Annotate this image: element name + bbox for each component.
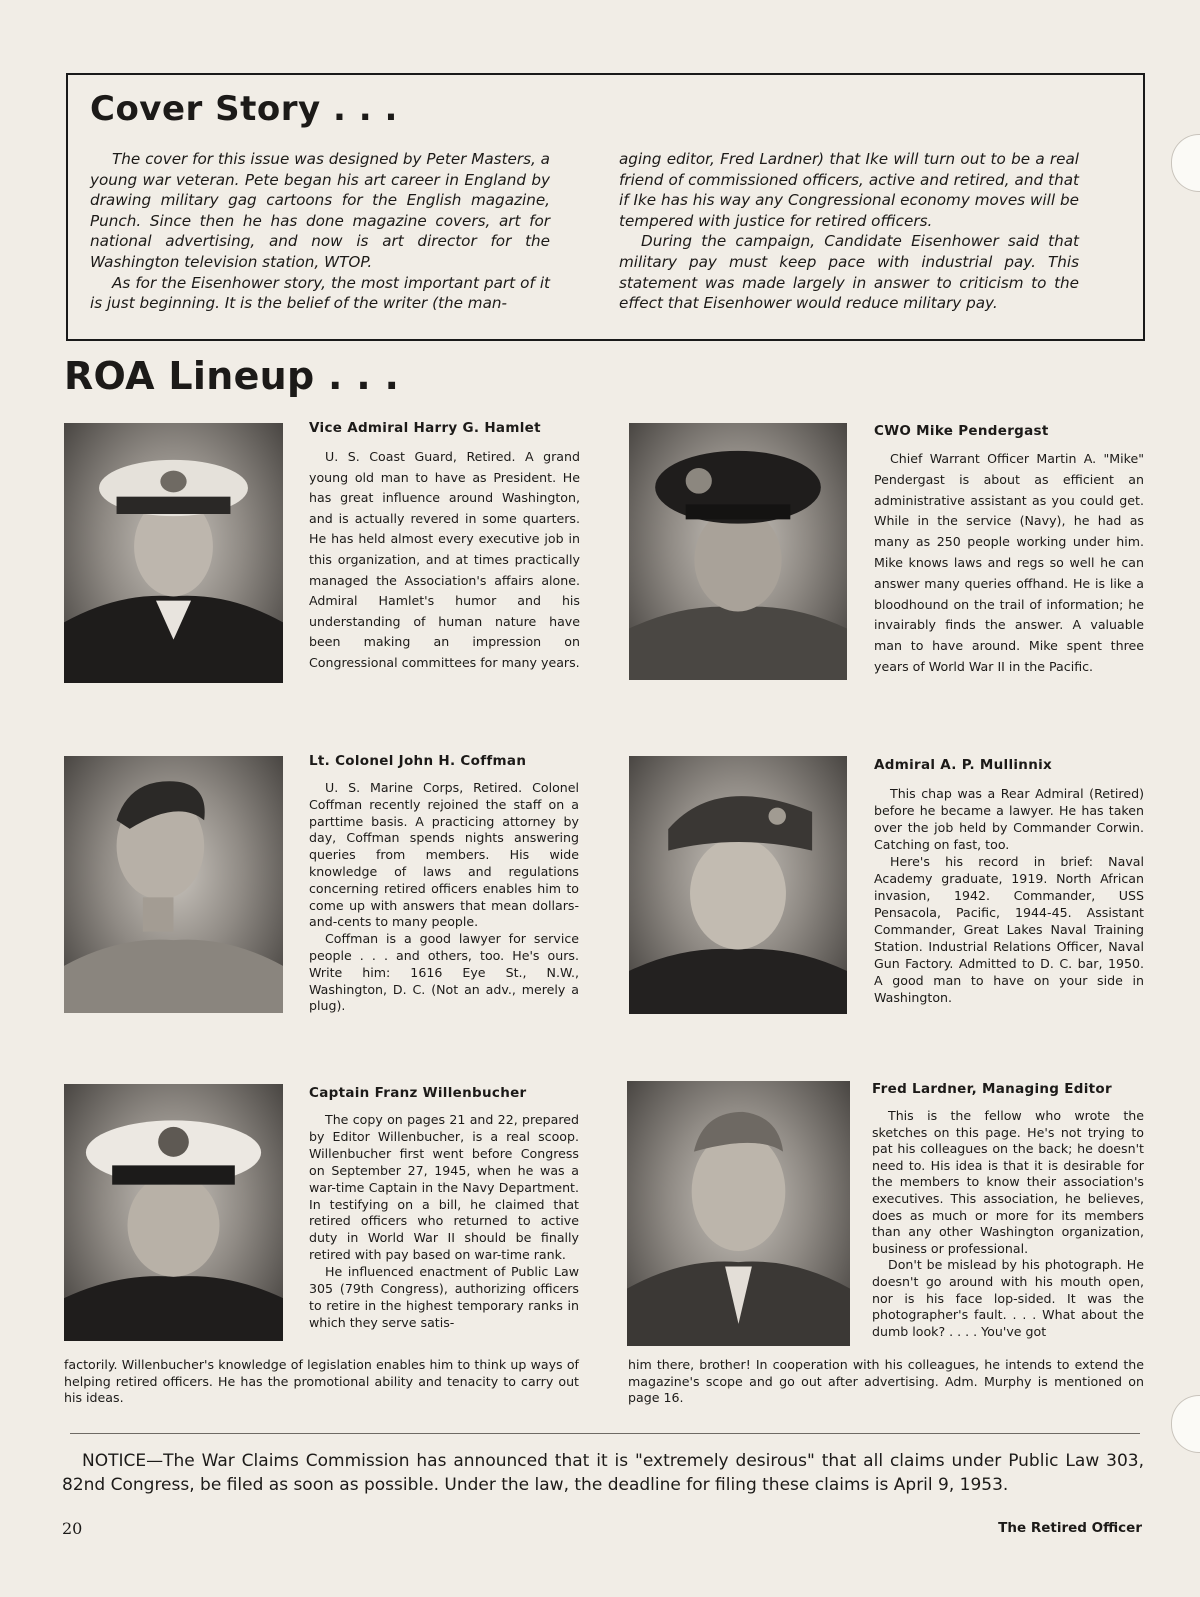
hamlet-name-heading: Vice Admiral Harry G. Hamlet <box>309 420 541 436</box>
lardner-bio-continuation <box>628 1357 1144 1407</box>
bio-paragraph: Don't be mislead by his photograph. He doesn't go around with his mouth open, nor is his face lop-sided. It was the photographer's fault. . . . What about the dumb look? . . . . You've got <box>872 1257 1144 1339</box>
bio-paragraph: him there, brother! In cooperation with his colleagues, he intends to extend the magazine's scope and go out after advertising. Adm. Murphy is mentioned on page 16. <box>628 1357 1144 1406</box>
coffman-name-heading: Lt. Colonel John H. Coffman <box>309 753 527 769</box>
binder-hole-bottom <box>1171 1395 1200 1453</box>
cover-story-paragraph: As for the Eisenhower story, the most important part of it is just beginning. It is the belief of the writer (the man- <box>90 273 550 313</box>
bio-paragraph: U. S. Marine Corps, Retired. Colonel Coffman recently rejoined the staff on a parttime basis. A practicing attorney by day, Coffman spends nights answering queries from members. His wide knowledge of laws and regulations concerning retired officers enables him to come up with answers that mean dollars-and-cents to many people. <box>309 780 579 930</box>
lardner-name-heading: Fred Lardner, Managing Editor <box>872 1081 1112 1097</box>
willenbucher-portrait-photo <box>64 1084 283 1341</box>
bio-paragraph: He influenced enactment of Public Law 305 (79th Congress), authorizing officers to retire in the highest temporary ranks in which they serve satis- <box>309 1264 579 1330</box>
cover-story-paragraph: aging editor, Fred Lardner) that Ike will turn out to be a real friend of commissioned officers, active and retired, and that if Ike has his way any Congressional economy moves will be tempered with justice for retired officers. <box>619 150 1079 230</box>
bio-paragraph: U. S. Coast Guard, Retired. A grand young old man to have as President. He has great influence around Washington, and is actually revered in some quarters. He has held almost every executive job in this organization, and at times practically managed the Association's affairs alone. Admiral Hamlet's humor and his understanding of human nature have been making an impression on Congressional committees for many years. <box>309 449 580 670</box>
cover-story-column-2 <box>619 149 1079 314</box>
cover-story-paragraph: The cover for this issue was designed by Peter Masters, a young war veteran. Pete began his art career in England by drawing military gag cartoons for the English magazine, Punch. Since then he has done magazine covers, art for national advertising, and now is art director for the Washington television station, WTOP. <box>90 150 550 271</box>
binder-hole-top <box>1171 134 1200 192</box>
magazine-name: The Retired Officer <box>998 1520 1142 1536</box>
hamlet-portrait-photo <box>64 423 283 683</box>
coffman-portrait-photo <box>64 756 283 1013</box>
coffman-bio-text <box>309 780 579 1015</box>
mullinnix-bio-text <box>874 785 1144 1006</box>
cover-story-box <box>66 73 1145 341</box>
bio-paragraph: Chief Warrant Officer Martin A. "Mike" Pendergast is about as efficient an administrative assistant as you could get. While in the service (Navy), he had as many as 250 people working under him. Mike knows laws and regs so well he can answer many queries offhand. He is like a bloodhound on the trail of information; he invairably finds the answer. A valuable man to have around. Mike spent three years of World War II in the Pacific. <box>874 451 1144 674</box>
willenbucher-bio-text <box>309 1112 579 1332</box>
pendergast-bio-text <box>874 449 1144 678</box>
notice-divider <box>70 1433 1140 1434</box>
mullinnix-portrait-photo <box>629 756 847 1014</box>
bio-paragraph: Coffman is a good lawyer for service people . . . and others, too. He's ours. Write him: 1616 Eye St., N.W., Washington, D. C. (Not an adv., merely a plug). <box>309 931 579 1014</box>
willenbucher-name-heading: Captain Franz Willenbucher <box>309 1085 527 1101</box>
bio-paragraph: This chap was a Rear Admiral (Retired) before he became a lawyer. He has taken over the job held by Commander Corwin. Catching on fast, too. <box>874 786 1144 852</box>
cover-story-paragraph: During the campaign, Candidate Eisenhower said that military pay must keep pace with industrial pay. This statement was made largely in answer to criticism to the effect that Eisenhower would reduce military pay. <box>619 232 1079 313</box>
mullinnix-name-heading: Admiral A. P. Mullinnix <box>874 757 1053 773</box>
hamlet-bio-text <box>309 447 580 674</box>
pendergast-portrait-photo <box>629 423 847 680</box>
cover-story-title: Cover Story . . . <box>90 89 398 129</box>
lardner-portrait-photo <box>627 1081 850 1346</box>
bio-paragraph: The copy on pages 21 and 22, prepared by Editor Willenbucher, is a real scoop. Willenbucher first went before Congress on September 27, 1945, when he was a war-time Captain in the Navy Department. In testifying on a bill, he claimed that retired officers who returned to active duty in World War II should be finally retired with pay based on war-time rank. <box>309 1112 579 1263</box>
bio-paragraph: This is the fellow who wrote the sketches on this page. He's not trying to pat his colleagues on the back; he doesn't need to. His idea is that it is desirable for the members to know their association's executives. This association, he believes, does as much or more for its members than any other Washington organization, business or professional. <box>872 1108 1144 1256</box>
bio-paragraph: Here's his record in brief: Naval Academy graduate, 1919. North African invasion, 1942. Commander, USS Pensacola, Pacific, 1944-45. Assistant Commander, Great Lakes Naval Training Station. Industrial Relations Officer, Naval Gun Factory. Admitted to D. C. bar, 1950. A good man to have on your side in Washington. <box>874 854 1144 1005</box>
roa-lineup-title: ROA Lineup . . . <box>64 354 400 398</box>
page-number: 20 <box>62 1519 83 1538</box>
lardner-bio-text <box>872 1108 1144 1340</box>
cover-story-column-1 <box>90 149 550 314</box>
bio-paragraph: factorily. Willenbucher's knowledge of legislation enables him to think up ways of helping retired officers. He has the promotional ability and tenacity to carry out his ideas. <box>64 1357 579 1406</box>
war-claims-notice: NOTICE—The War Claims Commission has announced that it is "extremely desirous" that all claims under Public Law 303, 82nd Congress, be filed as soon as possible. Under the law, the deadline for filing these claims is April 9, 1953. <box>62 1451 1144 1495</box>
willenbucher-bio-continuation <box>64 1357 579 1407</box>
pendergast-name-heading: CWO Mike Pendergast <box>874 423 1049 439</box>
